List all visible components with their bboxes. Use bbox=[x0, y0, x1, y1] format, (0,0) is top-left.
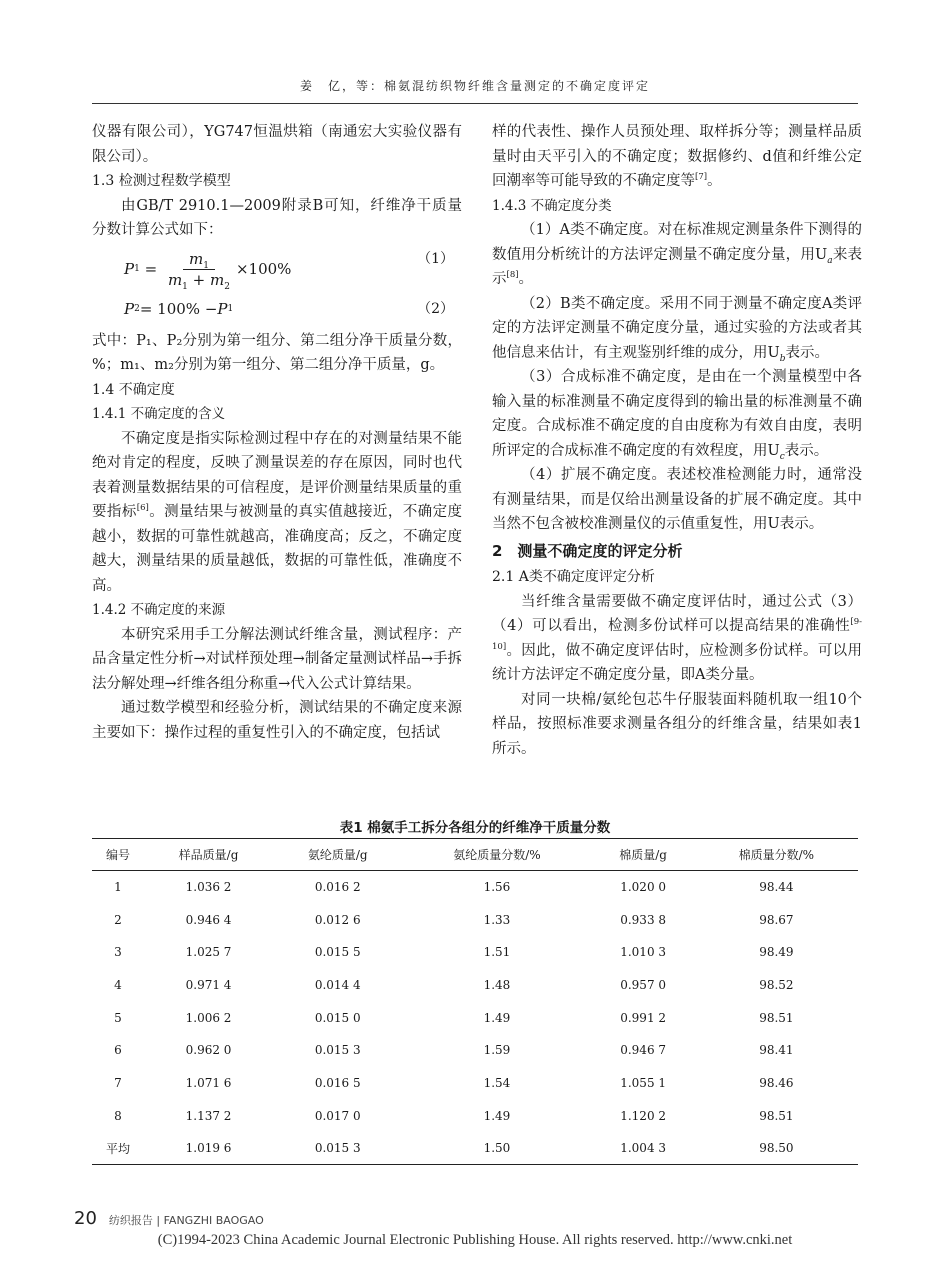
sources-text-a: 样的代表性、操作人员预处理、取样拆分等；测量样品质量时由天平引入的不确定度；数据修约、d值和纤维公定回潮率等可能导致的不确定度等 bbox=[492, 124, 862, 189]
eq1-den-a: m bbox=[167, 270, 183, 289]
paragraph-type-a bbox=[492, 218, 862, 292]
type-b-text-b: 表示。 bbox=[785, 344, 829, 361]
table-cell: 1.036 2 bbox=[185, 880, 232, 895]
table-cell: 0.957 0 bbox=[620, 977, 667, 992]
citation-8: [8] bbox=[506, 270, 519, 281]
running-header: 姜 亿，等：棉氨混纺织物纤维含量测定的不确定度评定 bbox=[299, 79, 650, 93]
table-cell: 98.44 bbox=[759, 880, 794, 895]
meaning-text-a: 不确定度是指实际检测过程中存在的对测量结果不能绝对肯定的程度，反映了测量误差的存在原因，同时也代表着测量数据结果的可信程度，是评价测量结果质量的重要指标 bbox=[92, 430, 462, 520]
type-a-text-a: （1）A类不确定度。对在标准规定测量条件下测得的数值用分析统计的方法评定测量不确定度分量，用U bbox=[492, 222, 862, 263]
table-row bbox=[92, 1034, 858, 1067]
table-1 bbox=[92, 838, 858, 1165]
copyright-line: (C)1994-2023 China Academic Journal Electronic Publishing House. All rights reserved. http://www.cnki.net bbox=[157, 1232, 793, 1248]
citation-7: [7] bbox=[695, 172, 708, 183]
table-cell: 0.015 3 bbox=[314, 1043, 361, 1058]
eq2-rhs: P bbox=[217, 299, 228, 318]
table-cell: 0.933 8 bbox=[620, 912, 667, 927]
type-a-text-b: 来表示 bbox=[492, 246, 863, 287]
table-cell: 1.54 bbox=[483, 1075, 511, 1090]
table-header-row bbox=[92, 839, 858, 871]
equation-2: P 2 = 100% − P 1 （2） bbox=[92, 293, 462, 329]
table-cell: 1.020 0 bbox=[620, 880, 667, 895]
table-cell: 98.67 bbox=[759, 912, 794, 927]
symbol-uc-sub: c bbox=[779, 451, 785, 462]
meaning-text-b: 。测量结果与被测量的真实值越接近，不确定度越小，数据的可靠性就越高，准确度高；反之，不确定度越大，测量结果的质量越低，数据的可靠性低，准确度不高。 bbox=[92, 504, 463, 594]
eq2-lhs: P bbox=[124, 299, 135, 318]
table-cell: 8 bbox=[114, 1108, 122, 1123]
right-column bbox=[492, 120, 862, 761]
table-cell: 0.946 7 bbox=[620, 1043, 667, 1058]
heading-1-4: 1.4 不确定度 bbox=[92, 381, 175, 398]
eq1-den-b-sub: 2 bbox=[224, 281, 230, 292]
table-cell: 1.004 3 bbox=[592, 1132, 695, 1165]
paragraph-meaning bbox=[92, 427, 462, 599]
table-cell: 1.025 7 bbox=[185, 945, 232, 960]
eq1-plus: + bbox=[187, 270, 211, 289]
table-cell: 1.49 bbox=[483, 1108, 511, 1123]
table-cell: 1.51 bbox=[483, 945, 511, 960]
paragraph-sources-cont bbox=[492, 120, 862, 194]
column-header: 棉质量/g bbox=[592, 839, 695, 871]
table-cell: 0.015 5 bbox=[314, 945, 361, 960]
paragraph-where: 式中：P₁、P₂分别为第一组分、第二组分净干质量分数，%；m₁、m₂分别为第一组分、第二组分净干质量，g。 bbox=[92, 332, 462, 373]
paragraph-evaluation bbox=[492, 590, 862, 688]
table-cell: 1 bbox=[114, 880, 122, 895]
table-cell: 平均 bbox=[92, 1132, 144, 1165]
eq1-den-b: m bbox=[210, 270, 225, 289]
table-cell: 1.56 bbox=[483, 880, 511, 895]
eq1-num: m bbox=[188, 249, 204, 268]
eq1-den-a-sub: 1 bbox=[182, 281, 188, 292]
eq1-num-sub: 1 bbox=[203, 260, 209, 271]
eq1-tail: ×100% bbox=[235, 259, 292, 278]
table-cell: 1.33 bbox=[483, 912, 511, 927]
table-cell: 98.51 bbox=[759, 1108, 794, 1123]
table-cell: 1.137 2 bbox=[185, 1108, 232, 1123]
table-cell: 0.017 0 bbox=[314, 1108, 361, 1123]
table-cell: 1.071 6 bbox=[185, 1075, 232, 1090]
column-header: 样品质量/g bbox=[144, 839, 273, 871]
table-cell: 0.014 4 bbox=[314, 977, 361, 992]
heading-1-4-1: 1.4.1 不确定度的含义 bbox=[92, 406, 226, 422]
table-cell: 1.010 3 bbox=[620, 945, 667, 960]
table-cell: 98.49 bbox=[759, 945, 794, 960]
paragraph-equipment-cont: 仪器有限公司），YG747恒温烘箱（南通宏大实验仪器有限公司）。 bbox=[92, 124, 462, 165]
table-cell: 98.50 bbox=[695, 1132, 858, 1165]
paragraph-source: 本研究采用手工分解法测试纤维含量，测试程序：产品含量定性分析→对试样预处理→制备定量测试样品→手拆法分解处理→纤维各组分称重→代入公式计算结果。 bbox=[92, 626, 462, 692]
table-row bbox=[92, 936, 858, 969]
heading-1-4-2: 1.4.2 不确定度的来源 bbox=[92, 602, 226, 618]
table-row bbox=[92, 1132, 858, 1165]
page-number: 20 bbox=[74, 1208, 97, 1229]
page-footer bbox=[74, 1208, 264, 1229]
paragraph-sample: 对同一块棉/氨纶包芯牛仔服装面料随机取一组10个样品，按照标准要求测量各组分的纤维含量，结果如表1所示。 bbox=[492, 691, 862, 757]
table-cell: 0.015 3 bbox=[273, 1132, 402, 1165]
evaluation-text-a: 当纤维含量需要做不确定度评估时，通过公式（3）（4）可以看出，检测多份试样可以提高结果的准确性 bbox=[492, 593, 862, 634]
table-cell: 0.946 4 bbox=[185, 912, 232, 927]
table-cell: 1.49 bbox=[483, 1010, 511, 1025]
table-cell: 3 bbox=[114, 945, 122, 960]
table-cell: 0.015 0 bbox=[314, 1010, 361, 1025]
eq2-mid: = 100% − bbox=[139, 299, 218, 318]
table-cell: 1.006 2 bbox=[185, 1010, 232, 1025]
paragraph-combined bbox=[492, 365, 862, 463]
paragraph-type-b bbox=[492, 292, 862, 366]
type-b-text-a: （2）B类不确定度。采用不同于测量不确定度A类评定的方法评定测量不确定度分量，通过实验的方法或者其他信息来估计，有主观鉴别纤维的成分，用U bbox=[492, 295, 862, 361]
type-a-text-c: 。 bbox=[518, 271, 534, 287]
left-column bbox=[92, 120, 462, 745]
heading-1-4-3: 1.4.3 不确定度分类 bbox=[492, 197, 612, 214]
table-cell: 0.012 6 bbox=[314, 912, 361, 927]
combined-text-b: 表示。 bbox=[784, 442, 829, 459]
table-1-title: 表1 棉氨手工拆分各组分的纤维净干质量分数 bbox=[339, 820, 611, 836]
table-cell: 1.120 2 bbox=[620, 1108, 667, 1123]
citation-9-10: [9-10] bbox=[492, 617, 862, 652]
table-cell: 1.50 bbox=[402, 1132, 591, 1165]
heading-1-3: 1.3 检测过程数学模型 bbox=[92, 173, 231, 189]
table-cell: 0.016 5 bbox=[314, 1075, 361, 1090]
table-row bbox=[92, 871, 858, 904]
column-header: 棉质量分数/% bbox=[695, 839, 858, 871]
combined-text-a: （3）合成标准不确定度，是由在一个测量模型中各输入量的标准测量不确定度得到的输出量的标准测量不确定度。合成标准不确定度的自由度称为有效自由度，表明所评定的合成标准不确定度的有效程度，用U bbox=[492, 369, 862, 459]
table-cell: 1.59 bbox=[483, 1043, 511, 1058]
table-row bbox=[92, 1067, 858, 1100]
journal-name: 纺织报告 | FANGZHI BAOGAO bbox=[108, 1214, 264, 1227]
table-cell: 1.055 1 bbox=[620, 1075, 667, 1090]
table-row bbox=[92, 1001, 858, 1034]
column-header: 氨纶质量分数/% bbox=[402, 839, 591, 871]
table-row bbox=[92, 969, 858, 1002]
column-header: 氨纶质量/g bbox=[273, 839, 402, 871]
table-cell: 2 bbox=[114, 912, 122, 927]
table-cell: 4 bbox=[114, 977, 122, 992]
table-cell: 98.41 bbox=[759, 1043, 794, 1058]
heading-2-1: 2.1 A类不确定度评定分析 bbox=[492, 569, 655, 585]
table-cell: 98.52 bbox=[759, 977, 794, 992]
sources-text-b: 。 bbox=[707, 173, 722, 189]
equation-number-1: （1） bbox=[417, 250, 454, 267]
table-cell: 0.991 2 bbox=[620, 1010, 667, 1025]
table-cell: 6 bbox=[114, 1043, 122, 1058]
table-cell: 1.019 6 bbox=[144, 1132, 273, 1165]
eq1-fraction bbox=[168, 249, 230, 290]
table-cell: 7 bbox=[114, 1075, 122, 1090]
evaluation-text-b: 。因此，做不确定度评估时，应检测多份试样。可以用统计方法评定不确定度分量，即A类分量。 bbox=[492, 642, 862, 683]
paragraph-gb-standard: 由GB/T 2910.1—2009附录B可知，纤维净干质量分数计算公式如下： bbox=[92, 197, 462, 238]
table-cell: 0.016 2 bbox=[314, 880, 361, 895]
equation-1: P 1 = $\frac{m_1}{m_1 + m_2}$ ×100% （1） bbox=[92, 243, 462, 293]
paragraph-expanded: （4）扩展不确定度。表述校准检测能力时，通常没有测量结果，而是仅给出测量设备的扩展不确定度。其中当然不包含被校准测量仪的示值重复性，用U表示。 bbox=[492, 467, 862, 532]
paragraph-model: 通过数学模型和经验分析，测试结果的不确定度来源主要如下：操作过程的重复性引入的不确定度，包括试 bbox=[92, 700, 462, 741]
symbol-ua-sub: a bbox=[827, 255, 833, 266]
table-cell: 98.46 bbox=[759, 1075, 794, 1090]
column-header: 编号 bbox=[92, 839, 144, 871]
table-cell: 98.51 bbox=[759, 1010, 794, 1025]
table-row bbox=[92, 1099, 858, 1132]
table-cell: 1.48 bbox=[483, 977, 511, 992]
table-row bbox=[92, 903, 858, 936]
equation-number-2: （2） bbox=[417, 300, 454, 317]
eq1-lhs: P bbox=[124, 259, 135, 278]
header-rule bbox=[92, 103, 858, 104]
table-cell: 0.971 4 bbox=[185, 977, 232, 992]
symbol-ub-sub: b bbox=[779, 353, 786, 364]
table-cell: 5 bbox=[114, 1010, 122, 1025]
heading-2: 2 测量不确定度的评定分析 bbox=[492, 541, 683, 560]
citation-6: [6] bbox=[136, 503, 149, 514]
table-cell: 0.962 0 bbox=[185, 1043, 232, 1058]
